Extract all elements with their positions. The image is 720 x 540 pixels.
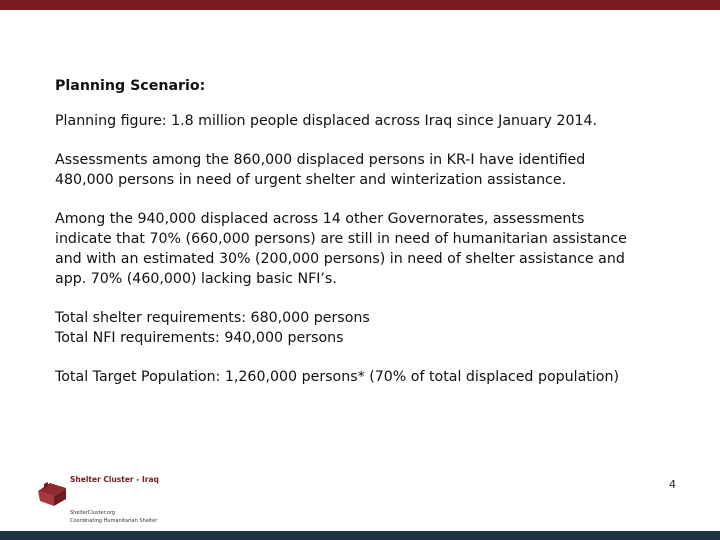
paragraph-governorates-assessments (55, 209, 695, 289)
paragraph-line: Assessments among the 860,000 displaced persons in KR-I have identified (55, 152, 586, 168)
paragraph-line: Among the 940,000 displaced across 14 other Governorates, assessments (55, 211, 585, 227)
paragraph-kri-assessments (55, 150, 695, 190)
paragraph-line: Total shelter requirements: 680,000 persons (55, 310, 370, 326)
paragraph-target-population (55, 367, 695, 387)
paragraph-line: indicate that 70% (660,000 persons) are still in need of humanitarian assistance (55, 231, 627, 247)
shelter-house-icon (36, 479, 68, 507)
bottom-accent-bar (0, 531, 720, 540)
paragraph-line: Planning figure: 1.8 million people displaced across Iraq since January 2014. (55, 113, 598, 129)
slide-heading: Planning Scenario: (55, 78, 206, 94)
paragraph-line: Total NFI requirements: 940,000 persons (55, 330, 344, 346)
shelter-cluster-logo (36, 475, 236, 525)
logo-url: ShelterCluster.org (70, 510, 115, 516)
logo-title: Shelter Cluster - Iraq (70, 475, 159, 484)
paragraph-line: and with an estimated 30% (200,000 persons) in need of shelter assistance and (55, 251, 625, 267)
paragraph-line: Total Target Population: 1,260,000 persons* (70% of total displaced population) (55, 369, 619, 385)
paragraph-line: app. 70% (460,000) lacking basic NFI’s. (55, 271, 337, 287)
slide-content (55, 76, 695, 387)
paragraph-line: 480,000 persons in need of urgent shelter and winterization assistance. (55, 172, 567, 188)
paragraph-requirements (55, 308, 695, 348)
paragraph-planning-figure (55, 111, 695, 131)
logo-tagline: Coordinating Humanitarian Shelter (70, 518, 158, 524)
top-accent-bar (0, 0, 720, 10)
page-number: 4 (669, 478, 676, 491)
